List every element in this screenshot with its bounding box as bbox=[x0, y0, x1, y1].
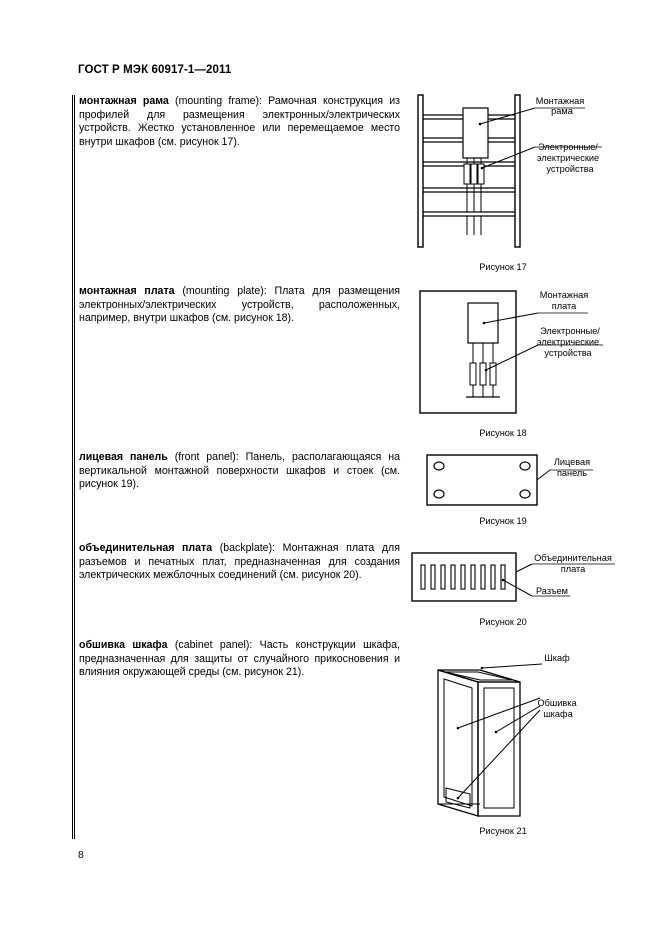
label-mounting-plate: Монтажная bbox=[539, 290, 589, 300]
figure-17 bbox=[410, 90, 630, 255]
caption-figure-17: Рисунок 17 bbox=[479, 262, 527, 272]
margin-change-bar bbox=[72, 95, 75, 839]
term-english: (mounting plate): bbox=[182, 285, 267, 297]
label-devices-1: Электронные/ bbox=[540, 326, 600, 336]
term-cabinet-panel bbox=[79, 639, 400, 680]
front-panel-drawing bbox=[425, 452, 615, 512]
label-mounting-frame-2: рама bbox=[551, 106, 573, 116]
term-definition: Монтажная плата для разъемов и печатных плат, предназначенная для создания электрических межблочных соединений (см. рисунок 20). bbox=[79, 542, 400, 582]
term-english: (cabinet panel): bbox=[174, 639, 253, 651]
term-mounting-frame bbox=[79, 95, 400, 149]
term-definition: Плата для размещения электронных/электрических устройств, расположенных, например, внутри шкафов (см. рисунок 18). bbox=[79, 285, 400, 325]
label-mounting-plate-2: плата bbox=[551, 301, 577, 311]
label-cabinet-panel-2: шкафа bbox=[543, 709, 573, 719]
label-connector: Разъем bbox=[535, 586, 569, 596]
label-cabinet: Шкаф bbox=[544, 653, 570, 663]
term-name: обшивка шкафа bbox=[79, 639, 168, 651]
page-number: 8 bbox=[78, 849, 84, 861]
term-backplate bbox=[79, 542, 400, 583]
label-devices-2: электрические bbox=[536, 337, 600, 347]
term-definition: Панель, располагающаяся на вертикальной монтажной поверхности шкафов и стоек (см. рисунок 19). bbox=[79, 451, 401, 491]
term-english: (front panel): bbox=[174, 451, 239, 463]
term-mounting-plate bbox=[79, 285, 400, 326]
document-header: ГОСТ Р МЭК 60917-1—2011 bbox=[78, 64, 232, 76]
mounting-frame-drawing bbox=[410, 90, 630, 255]
label-cabinet-panel: Обшивка bbox=[537, 698, 577, 708]
term-english: (mounting frame): bbox=[175, 95, 262, 107]
label-devices-3: устройства bbox=[544, 348, 592, 358]
caption-figure-18: Рисунок 18 bbox=[479, 428, 527, 438]
label-mounting-frame: Монтажная bbox=[535, 96, 585, 106]
caption-figure-19: Рисунок 19 bbox=[479, 516, 527, 526]
label-backplate: Объединительная bbox=[534, 553, 612, 563]
caption-figure-21: Рисунок 21 bbox=[479, 826, 527, 836]
caption-figure-20: Рисунок 20 bbox=[479, 617, 527, 627]
label-devices-3: устройства bbox=[546, 164, 594, 174]
figure-19 bbox=[425, 452, 615, 512]
term-english: (backplate): bbox=[219, 542, 276, 554]
figure-18 bbox=[418, 285, 630, 417]
label-backplate-2: плата bbox=[560, 564, 586, 574]
label-front-panel: Лицевая bbox=[553, 457, 591, 467]
backplate-drawing bbox=[410, 550, 630, 605]
term-front-panel bbox=[79, 451, 400, 492]
term-name: лицевая панель bbox=[79, 451, 168, 463]
label-front-panel-2: панель bbox=[556, 468, 588, 478]
label-devices-2: электрические bbox=[536, 153, 600, 163]
cabinet-drawing bbox=[430, 648, 610, 823]
mounting-plate-drawing bbox=[418, 285, 630, 417]
term-name: объединительная плата bbox=[79, 542, 213, 554]
term-definition: Часть конструкции шкафа, предназначенная для защиты от случайного прикосновения и влияния окружающей среды (см. рисунок 21). bbox=[79, 639, 400, 679]
term-name: монтажная плата bbox=[79, 285, 175, 297]
figure-20 bbox=[410, 550, 630, 605]
label-devices-1: Электронные/ bbox=[538, 142, 598, 152]
figure-21 bbox=[430, 648, 610, 823]
term-definition: Рамочная конструкция из профилей для размещения электронных/электрических устройств. Жестко установленное или перемещаемое место внутри шкафов (см. рисунок 17). bbox=[79, 95, 401, 148]
term-name: монтажная рама bbox=[79, 95, 169, 107]
